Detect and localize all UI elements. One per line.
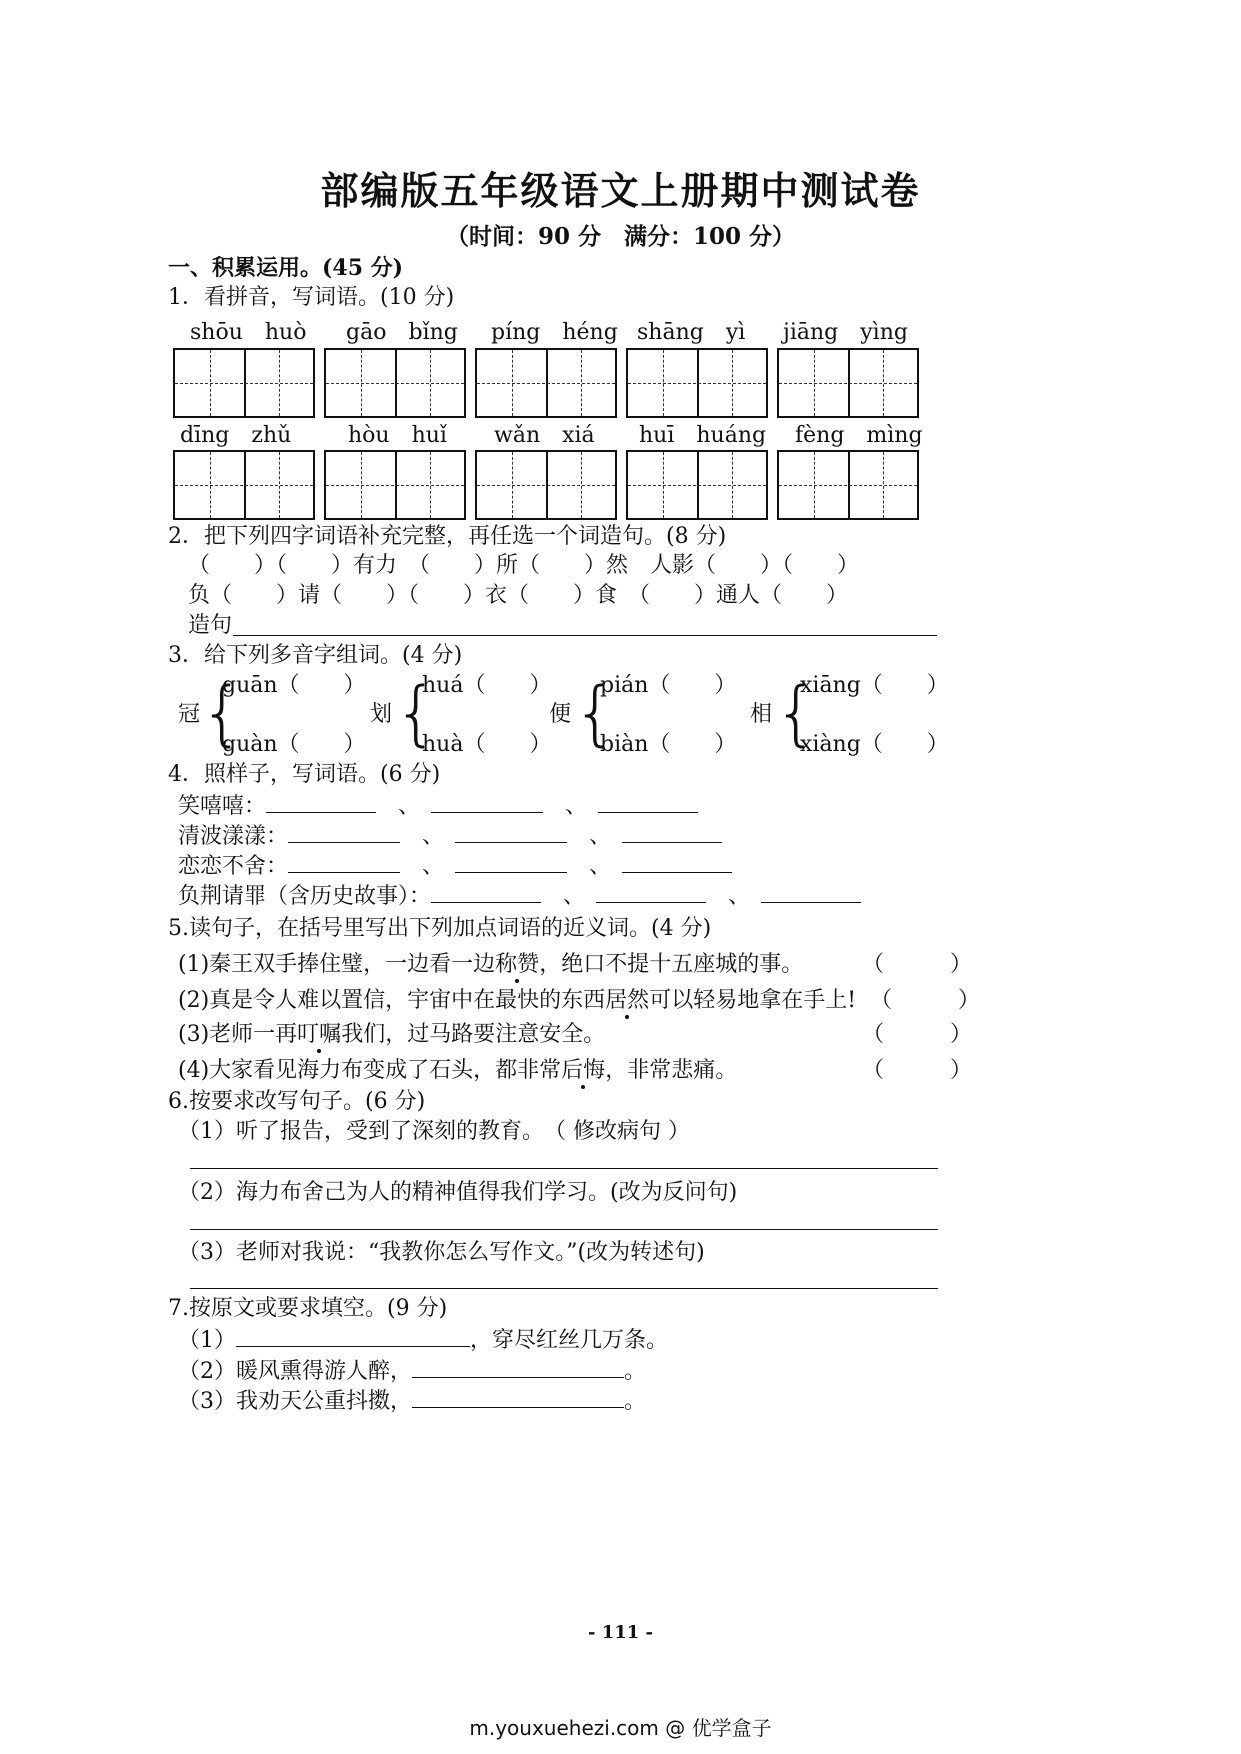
polyphone-char: 冠: [178, 702, 201, 727]
answer-blank[interactable]: [288, 850, 400, 873]
q1-prompt: 1．看拼音，写词语。(10 分): [168, 285, 455, 310]
separator: 、: [589, 854, 601, 879]
q4-item-label: 恋恋不舍：: [178, 854, 289, 879]
polyphone-reading: pián（ ）: [600, 673, 737, 698]
separator: 、: [728, 884, 740, 909]
dotted-word: 居然: [605, 988, 650, 1013]
q6-prompt: 6.按要求改写句子。(6 分): [168, 1089, 426, 1114]
brace-icon: {: [394, 672, 439, 754]
polyphone-reading: huá（ ）: [422, 673, 552, 698]
answer-paren[interactable]: （ ）: [862, 1022, 973, 1047]
answer-blank[interactable]: [622, 820, 722, 843]
pinyin-label: hòu huǐ: [348, 423, 447, 448]
writing-grid[interactable]: [475, 450, 617, 520]
q6-item: （2）海力布舍己为人的精神值得我们学习。(改为反问句): [178, 1180, 738, 1205]
polyphone-reading: xiàng（ ）: [800, 732, 949, 757]
q6-item: （1）听了报告，受到了深刻的教育。 （ 修改病句 ）: [178, 1119, 690, 1144]
pinyin-label: dīng zhǔ: [180, 423, 292, 448]
q7-item: （3）我劝天公重抖擞， 。: [178, 1385, 646, 1417]
q4-item: [178, 880, 861, 912]
q4-item-label: 负荆请罪（含历史故事）：: [178, 884, 432, 909]
pinyin-label: wǎn xiá: [494, 423, 595, 448]
separator: 、: [422, 854, 434, 879]
polyphone-reading: guān（ ）: [222, 673, 366, 698]
pinyin-label: jiāng yìng: [783, 320, 908, 345]
answer-paren[interactable]: （ ）: [862, 1058, 973, 1083]
answer-line[interactable]: [190, 1288, 938, 1289]
q6-item: （3）老师对我说：“我教你怎么写作文。”(改为转述句): [178, 1240, 705, 1265]
writing-grid[interactable]: [626, 450, 768, 520]
polyphone-char: 划: [370, 702, 393, 727]
q5-prompt: 5.读句子，在括号里写出下列加点词语的近义词。(4 分): [168, 916, 712, 941]
page-number: - 111 -: [587, 1622, 654, 1643]
q5-sentence: (3)老师一再叮嘱我们，过马路要注意安全。: [178, 1022, 606, 1047]
polyphone-reading: biàn（ ）: [600, 732, 737, 757]
answer-blank[interactable]: [455, 850, 567, 873]
dotted-word: 后悔: [561, 1058, 606, 1083]
answer-blank[interactable]: [266, 790, 376, 813]
brace-icon: {: [573, 672, 618, 754]
separator: 、: [422, 824, 434, 849]
answer-line[interactable]: [190, 1229, 938, 1230]
pinyin-label: gāo bǐng: [346, 320, 458, 345]
separator: 、: [563, 884, 575, 909]
brace-icon: {: [200, 672, 245, 754]
q7-item: （1） ，穿尽红丝几万条。: [178, 1324, 668, 1356]
q2-idioms-line1: （ ）（ ）有力 （ ）所（ ）然 人影（ ）（ ）: [188, 553, 860, 578]
writing-grid[interactable]: [777, 450, 919, 520]
polyphone-reading: huà（ ）: [422, 732, 552, 757]
q2-sentence-label: 造句: [188, 613, 233, 638]
q2-answer-line[interactable]: [233, 635, 937, 636]
q2-prompt: 2．把下列四字词语补充完整，再任选一个词造句。(8 分): [168, 524, 727, 549]
q5-sentence: (1)秦王双手捧住璧，一边看一边称赞，绝口不提十五座城的事。: [178, 952, 804, 977]
answer-blank[interactable]: [431, 790, 543, 813]
answer-blank[interactable]: [598, 790, 698, 813]
answer-blank[interactable]: [288, 820, 400, 843]
writing-grid[interactable]: [324, 348, 466, 418]
q3-prompt: 3．给下列多音字组词。(4 分): [168, 643, 463, 668]
q5-sentence: (2)真是令人难以置信，宇宙中在最快的东西居然可以轻易地拿在手上!: [178, 988, 857, 1013]
pinyin-label: shāng yì: [637, 320, 746, 345]
polyphone-reading: xiāng（ ）: [800, 673, 949, 698]
polyphone-char: 相: [750, 702, 773, 727]
q2-idioms-line2: 负（ ）请（ ）（ ）衣（ ）食 （ ）通人（ ）: [188, 583, 849, 608]
q7-prompt: 7.按原文或要求填空。(9 分): [168, 1296, 448, 1321]
pinyin-label: fèng mìng: [795, 423, 923, 448]
q4-item: [178, 850, 732, 882]
pinyin-label: shōu huò: [190, 320, 307, 345]
polyphone-reading: guàn（ ）: [222, 732, 366, 757]
dotted-word: 称赞: [495, 952, 540, 977]
writing-grid[interactable]: [626, 348, 768, 418]
writing-grid[interactable]: [475, 348, 617, 418]
answer-blank[interactable]: [455, 820, 567, 843]
answer-blank[interactable]: [761, 880, 861, 903]
writing-grid[interactable]: [777, 348, 919, 418]
separator: 、: [565, 794, 577, 819]
answer-blank[interactable]: [622, 850, 732, 873]
separator: 、: [398, 794, 410, 819]
dotted-word: 叮嘱: [297, 1022, 342, 1047]
writing-grid[interactable]: [173, 348, 315, 418]
section-heading: 一、积累运用。(45 分): [168, 255, 404, 281]
pinyin-label: huī huáng: [639, 423, 767, 448]
brace-icon: {: [774, 672, 819, 754]
polyphone-char: 便: [549, 702, 572, 727]
q4-prompt: 4．照样子，写词语。(6 分): [168, 762, 441, 787]
answer-blank[interactable]: [412, 1355, 624, 1378]
q4-item: [178, 790, 698, 822]
answer-blank[interactable]: [236, 1324, 470, 1347]
pinyin-label: píng héng: [491, 320, 618, 345]
answer-paren[interactable]: （ ）: [862, 952, 973, 977]
exam-title: 部编版五年级语文上册期中测试卷: [320, 168, 921, 213]
q7-item: （2）暖风熏得游人醉， 。: [178, 1355, 646, 1387]
footer-watermark: m.youxuehezi.com @ 优学盒子: [469, 1716, 772, 1740]
writing-grid[interactable]: [324, 450, 466, 520]
answer-paren[interactable]: （ ）: [870, 988, 981, 1013]
separator: 、: [589, 824, 601, 849]
q4-item: [178, 820, 722, 852]
q4-item-label: 笑嘻嘻：: [178, 794, 267, 819]
answer-line[interactable]: [190, 1168, 938, 1169]
q5-sentence: (4)大家看见海力布变成了石头，都非常后悔，非常悲痛。: [178, 1058, 738, 1083]
answer-blank[interactable]: [412, 1385, 624, 1408]
writing-grid[interactable]: [173, 450, 315, 520]
exam-subtitle: （时间：90 分 满分：100 分）: [445, 223, 796, 250]
answer-blank[interactable]: [431, 880, 541, 903]
q4-item-label: 清波漾漾：: [178, 824, 289, 849]
answer-blank[interactable]: [596, 880, 706, 903]
